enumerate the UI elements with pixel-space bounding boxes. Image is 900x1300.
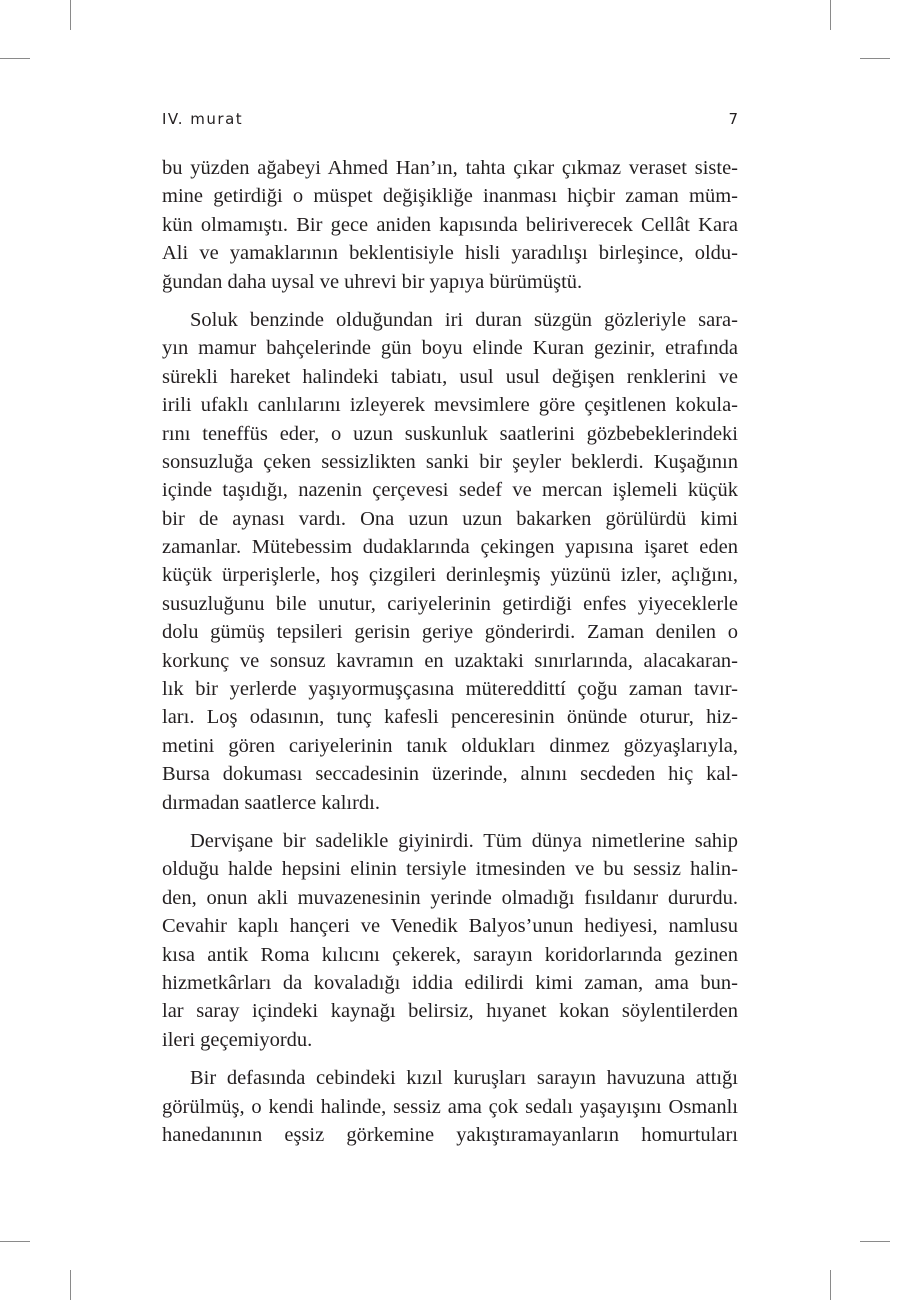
running-title: IV. murat [162,110,244,128]
text-line: ğundan daha uysal ve uhrevi bir yapıya bürümüştü. [162,270,583,293]
text-line: susuzluğunu bile unutur, cariyelerinin getirdiği enfes yiyeceklerle [162,592,738,615]
text-line: sonsuzluğa çeken sessizlikten sanki bir şeyler beklerdi. Kuşağının [162,450,738,473]
text-line: Dervişane bir sadelikle giyinirdi. Tüm dünya nimetlerine sahip [190,829,738,852]
text-line: hizmetkârları da kovaladığı iddia edilirdi kimi zaman, ama bun- [162,971,738,994]
text-line: Soluk benzinde olduğundan iri duran süzgün gözleriyle sara- [190,308,738,331]
text-line: irili ufaklı canlılarını izleyerek mevsimlere göre çeşitlenen kokula- [162,394,738,417]
body-text [162,154,738,1159]
paragraph [162,1064,738,1149]
text-line: görülmüş, o kendi halinde, sessiz ama çok sedalı yaşayışını Osmanlı [162,1095,738,1118]
text-line: küçük ürperişlerle, hoş çizgileri derinleşmiş yüzünü izler, açlığını, [162,564,738,587]
crop-mark-bottom-left [70,1270,71,1300]
text-line: lık bir yerlerde yaşıyormuşçasına mütereddittí çoğu zaman tavır- [162,678,738,701]
page-number: 7 [728,110,738,128]
crop-mark-top-left [70,0,71,30]
crop-mark-right-bottom [860,1241,890,1242]
running-head [162,110,738,130]
text-line: bir de aynası vardı. Ona uzun uzun bakarken görülürdü kimi [162,507,738,530]
text-line: lar saray içindeki kaynağı belirsiz, hıyanet kokan söylentilerden [162,1000,738,1023]
text-line: yın mamur bahçelerinde gün boyu elinde Kuran gezinir, etrafında [162,337,738,360]
text-line: Ali ve yamaklarının beklentisiyle hisli yaradılışı birleşince, oldu- [162,242,738,265]
text-line: sürekli hareket halindeki tabiatı, usul usul değişen renklerini ve [162,365,738,388]
text-line: Bir defasında cebindeki kızıl kuruşları sarayın havuzuna attığı [190,1067,738,1090]
text-line: korkunç ve sonsuz kavramın en uzaktaki sınırlarında, alacakaran- [162,649,738,672]
text-line: kün olmamıştı. Bir gece aniden kapısında beliriverecek Cellât Kara [162,213,738,236]
text-line: dırmadan saatlerce kalırdı. [162,791,380,814]
text-line: den, onun akli muvazenesinin yerinde olmadığı fısıldanır dururdu. [162,886,738,909]
text-line: rını teneffüs eder, o uzun suskunluk saatlerini gözbebeklerindeki [162,422,738,445]
text-line: ileri geçemiyordu. [162,1028,313,1051]
text-line: Bursa dokuması seccadesinin üzerinde, alnını secdeden hiç kal- [162,763,738,786]
crop-mark-bottom-right [830,1270,831,1300]
text-line: dolu gümüş tepsileri gerisin geriye gönderirdi. Zaman denilen o [162,621,738,644]
text-line: Cevahir kaplı hançeri ve Venedik Balyos’unun hediyesi, namlusu [162,915,738,938]
text-line: ları. Loş odasının, tunç kafesli penceresinin önünde oturur, hiz- [162,706,738,729]
text-line: metini gören cariyelerinin tanık oldukları dinmez gözyaşlarıyla, [162,734,738,757]
text-line: mine getirdiği o müspet değişikliğe inanması hiçbir zaman müm- [162,185,738,208]
paragraph [162,827,738,1054]
paragraph [162,306,738,817]
text-line: kısa antik Roma kılıcını çekerek, sarayın koridorlarında gezinen [162,943,738,966]
paragraph [162,154,738,296]
crop-mark-right-top [860,58,890,59]
text-line: bu yüzden ağabeyi Ahmed Han’ın, tahta çıkar çıkmaz veraset siste- [162,157,738,179]
crop-mark-left-bottom [0,1241,30,1242]
crop-mark-top-right [830,0,831,30]
text-line: olduğu halde hepsini elinin tersiyle itmesinden ve bu sessiz halin- [162,858,738,881]
text-line: içinde taşıdığı, nazenin çerçevesi sedef ve mercan işlemeli küçük [162,479,738,502]
text-line: hanedanının eşsiz görkemine yakıştıramayanların homurtuları [162,1123,738,1146]
text-line: zamanlar. Mütebessim dudaklarında çekingen yapısına işaret eden [162,536,738,559]
crop-mark-left-top [0,58,30,59]
